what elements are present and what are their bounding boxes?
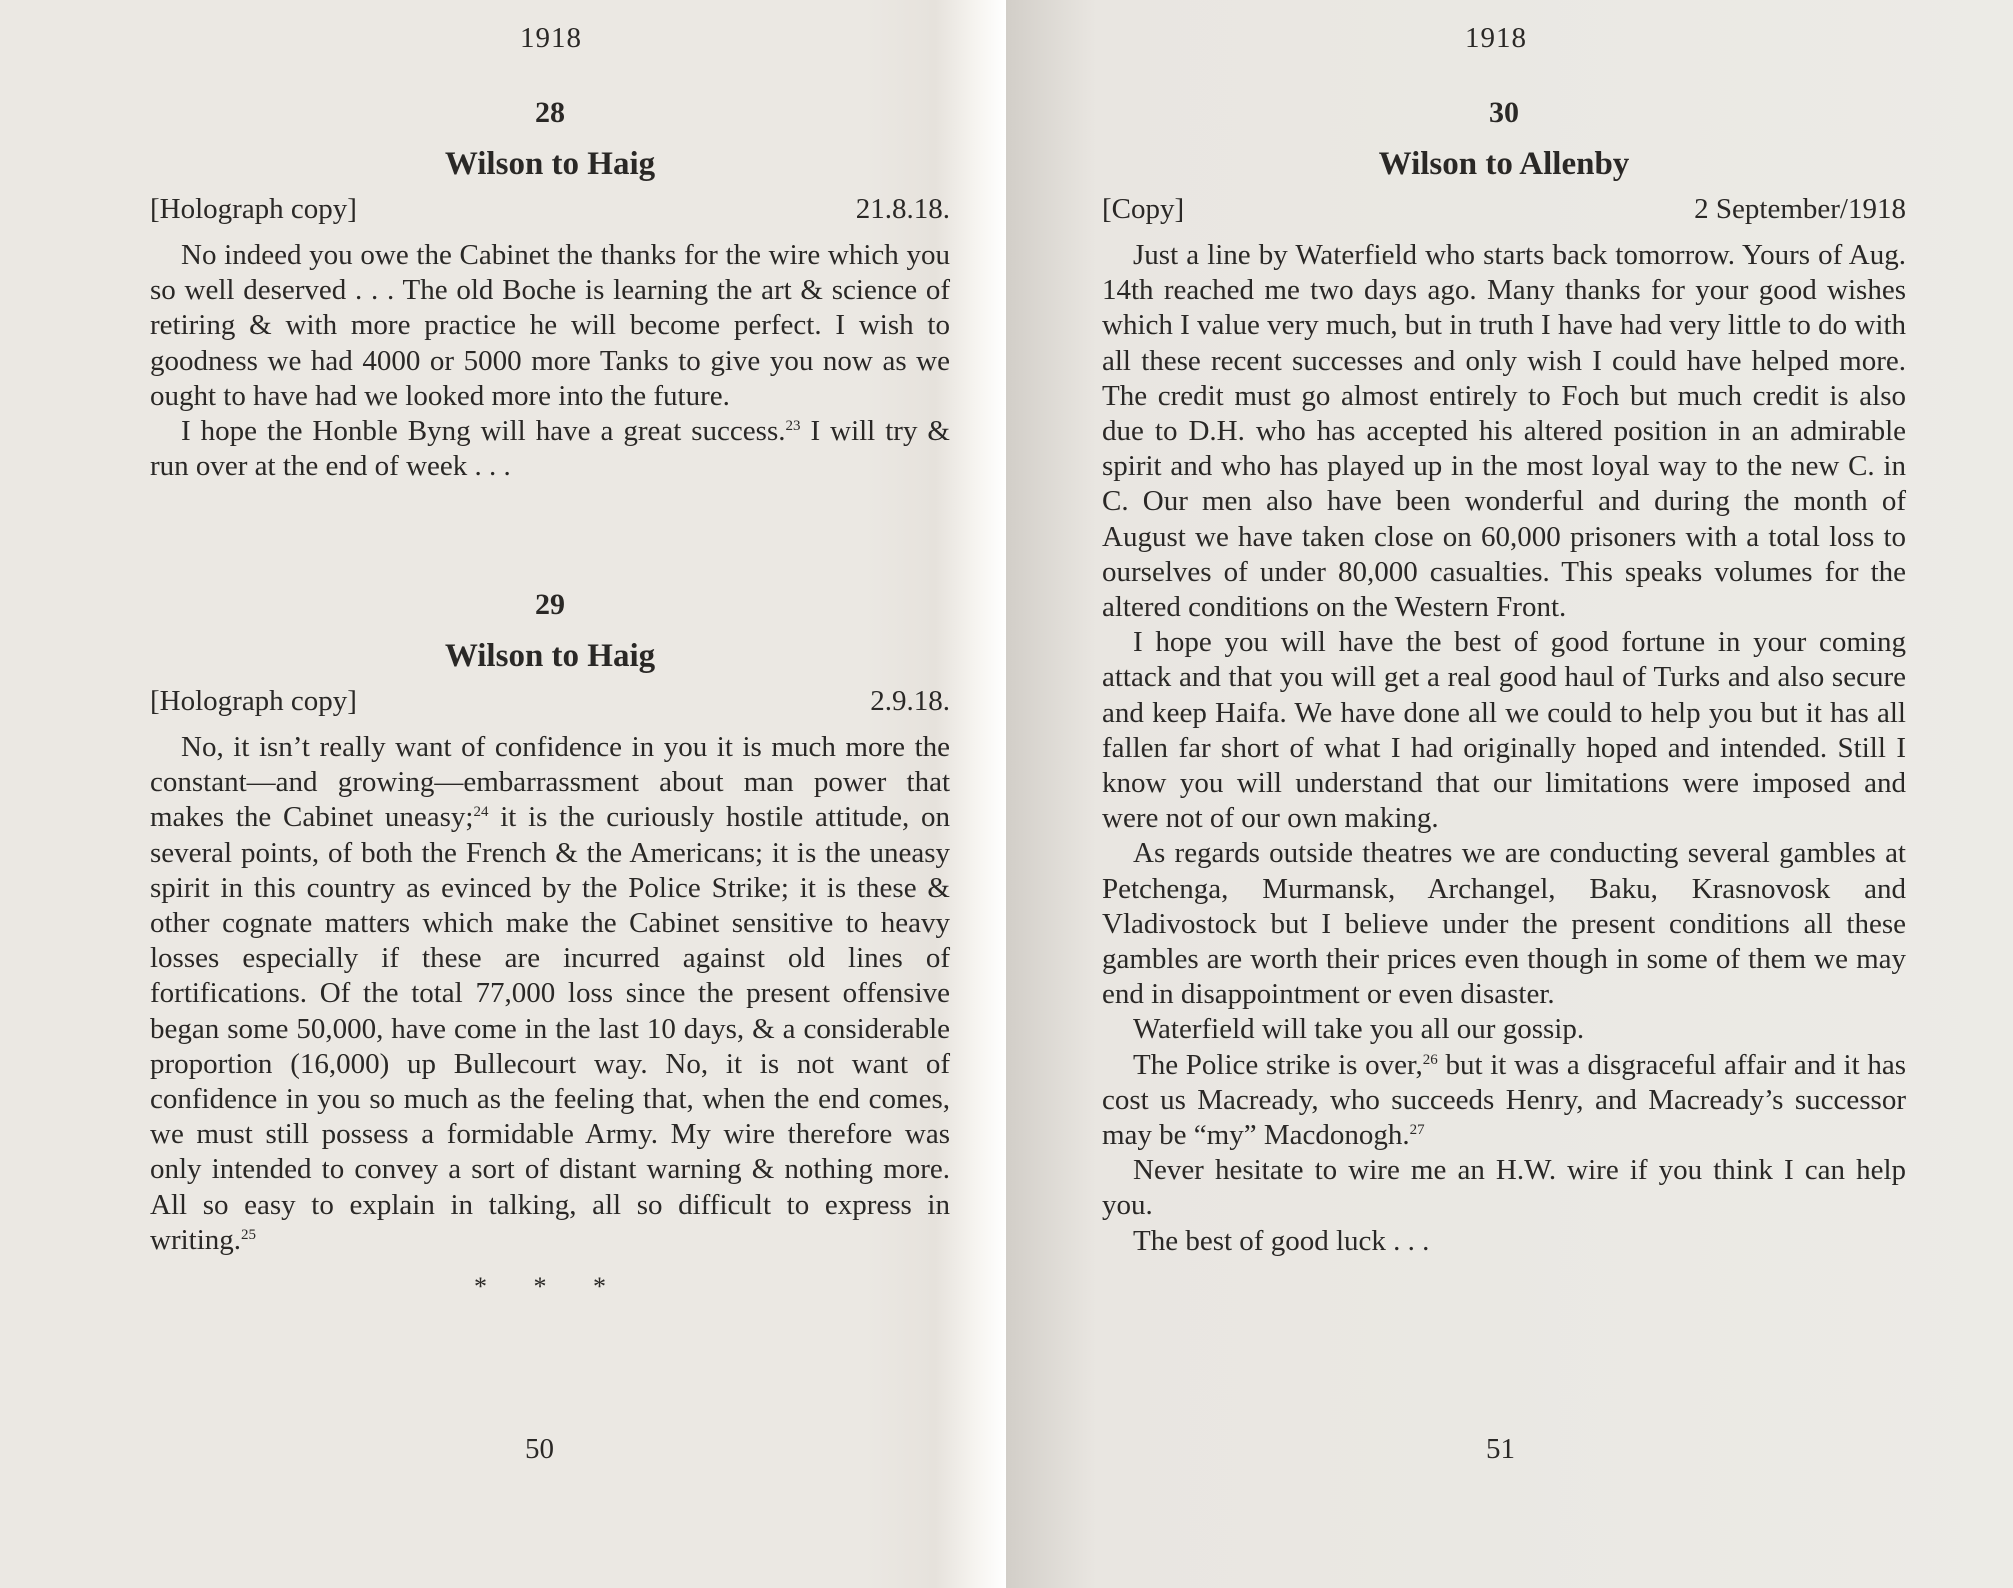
letter-meta <box>150 685 950 718</box>
letter-source-note: [Holograph copy] <box>150 685 357 717</box>
left-page <box>0 0 1006 1588</box>
letter-29 <box>150 588 950 1302</box>
footnote-ref: 23 <box>785 418 801 435</box>
footnote-ref: 27 <box>1409 1122 1425 1139</box>
paragraph: I hope the Honble Byng will have a great success.$^{23}$ I will try & run over at the end of week . . . <box>150 415 950 483</box>
running-head-right: 1918 <box>1465 22 1527 54</box>
letter-body <box>150 730 950 1258</box>
paragraph: No, it isn’t really want of confidence in you it is much more the constant—and growing—embarrassment about man power that makes the Cabinet uneasy;$^{24}$ it is the curiously hostile attitude, on several points, of both the French & the Americans; it is the uneasy spirit in this country as evinced by the Police Strike; it is these & other cognate matters which make the Cabinet sensitive to heavy losses especially if these are incurred against old lines of fortifications. Of the total 77,000 loss since the present offensive began some 50,000, have come in the last 10 days, & a considerable proportion (16,000) up Bullecourt way. No, it is not want of confidence in you so much as the feeling that, when the end comes, we must still possess a formidable Army. My wire therefore was only intended to convey a sort of distant warning & nothing more. All so easy to explain in talking, all so difficult to express in writing.$^{25}$ <box>150 731 950 1256</box>
footnote-ref: 25 <box>241 1226 257 1243</box>
letter-date: 2 September/1918 <box>1694 193 1906 225</box>
paragraph: Just a line by Waterfield who starts back tomorrow. Yours of Aug. 14th reached me two days ago. Many thanks for your good wishes which I value very much, but in truth I have had very little to do with all these recent successes and only wish I could have helped more. The credit must go almost entirely to Foch but much credit is also due to D.H. who has accepted his altered position in an admirable spirit and who has played up in the most loyal way to the new C. in C. Our men also have been wonderful and during the month of August we have taken close on 60,000 prisoners with a total loss to ourselves of under 80,000 casualties. This speaks volumes for the altered conditions on the Western Front. <box>1102 239 1906 624</box>
letter-number: 29 <box>535 588 565 621</box>
page-number-left: 50 <box>525 1433 554 1465</box>
footnote-ref: 26 <box>1422 1051 1438 1068</box>
running-head-left: 1918 <box>520 22 582 54</box>
letter-date: 2.9.18. <box>870 685 950 717</box>
footnote-ref: 24 <box>473 804 489 821</box>
paragraph: Waterfield will take you all our gossip. <box>1133 1013 1585 1046</box>
paragraph: I hope you will have the best of good fortune in your coming attack and that you will get a real good haul of Turks and also secure and keep Haifa. We have done all we could to help you but it has all fallen far short of what I had originally hoped and intended. Still I know you will understand that our limitations were imposed and were not of our own making. <box>1102 626 1906 835</box>
letter-source-note: [Holograph copy] <box>150 193 357 225</box>
letter-body <box>150 238 950 484</box>
letter-28 <box>150 96 950 484</box>
letter-number: 30 <box>1489 96 1519 129</box>
paragraph: Never hesitate to wire me an H.W. wire if you think I can help you. <box>1102 1154 1906 1222</box>
paragraph: No indeed you owe the Cabinet the thanks for the wire which you so well deserved . . . The old Boche is learning the art & science of retiring & with more practice he will become perfect. I wish to goodness we had 4000 or 5000 more Tanks to give you now as we ought to have had we looked more into the future. <box>150 239 950 412</box>
section-separator: * * * <box>474 1272 626 1302</box>
right-page <box>1006 0 2013 1588</box>
letter-date: 21.8.18. <box>855 193 950 225</box>
letter-meta <box>1102 193 1906 226</box>
page-number-right: 51 <box>1486 1433 1515 1465</box>
letter-title: Wilson to Allenby <box>1378 146 1630 182</box>
paragraph: The Police strike is over,$^{26}$ but it was a disgraceful affair and it has cost us Macready, who succeeds Henry, and Macready’s successor may be “my” Macdonogh.$^{27}$ <box>1102 1048 1906 1152</box>
letter-30 <box>1102 96 1906 1259</box>
letter-title: Wilson to Haig <box>444 638 656 674</box>
letter-source-note: [Copy] <box>1102 193 1185 225</box>
letter-body <box>1102 238 1906 1259</box>
paragraph: The best of good luck . . . <box>1133 1224 1430 1257</box>
letter-meta <box>150 193 950 226</box>
letter-number: 28 <box>535 96 565 129</box>
paragraph: As regards outside theatres we are conducting several gambles at Petchenga, Murmansk, Archangel, Baku, Krasnovosk and Vladivostock but I believe under the present conditions all these gambles are worth their prices even though in some of them we may end in disappointment or even disaster. <box>1102 837 1906 1011</box>
letter-title: Wilson to Haig <box>444 146 656 182</box>
